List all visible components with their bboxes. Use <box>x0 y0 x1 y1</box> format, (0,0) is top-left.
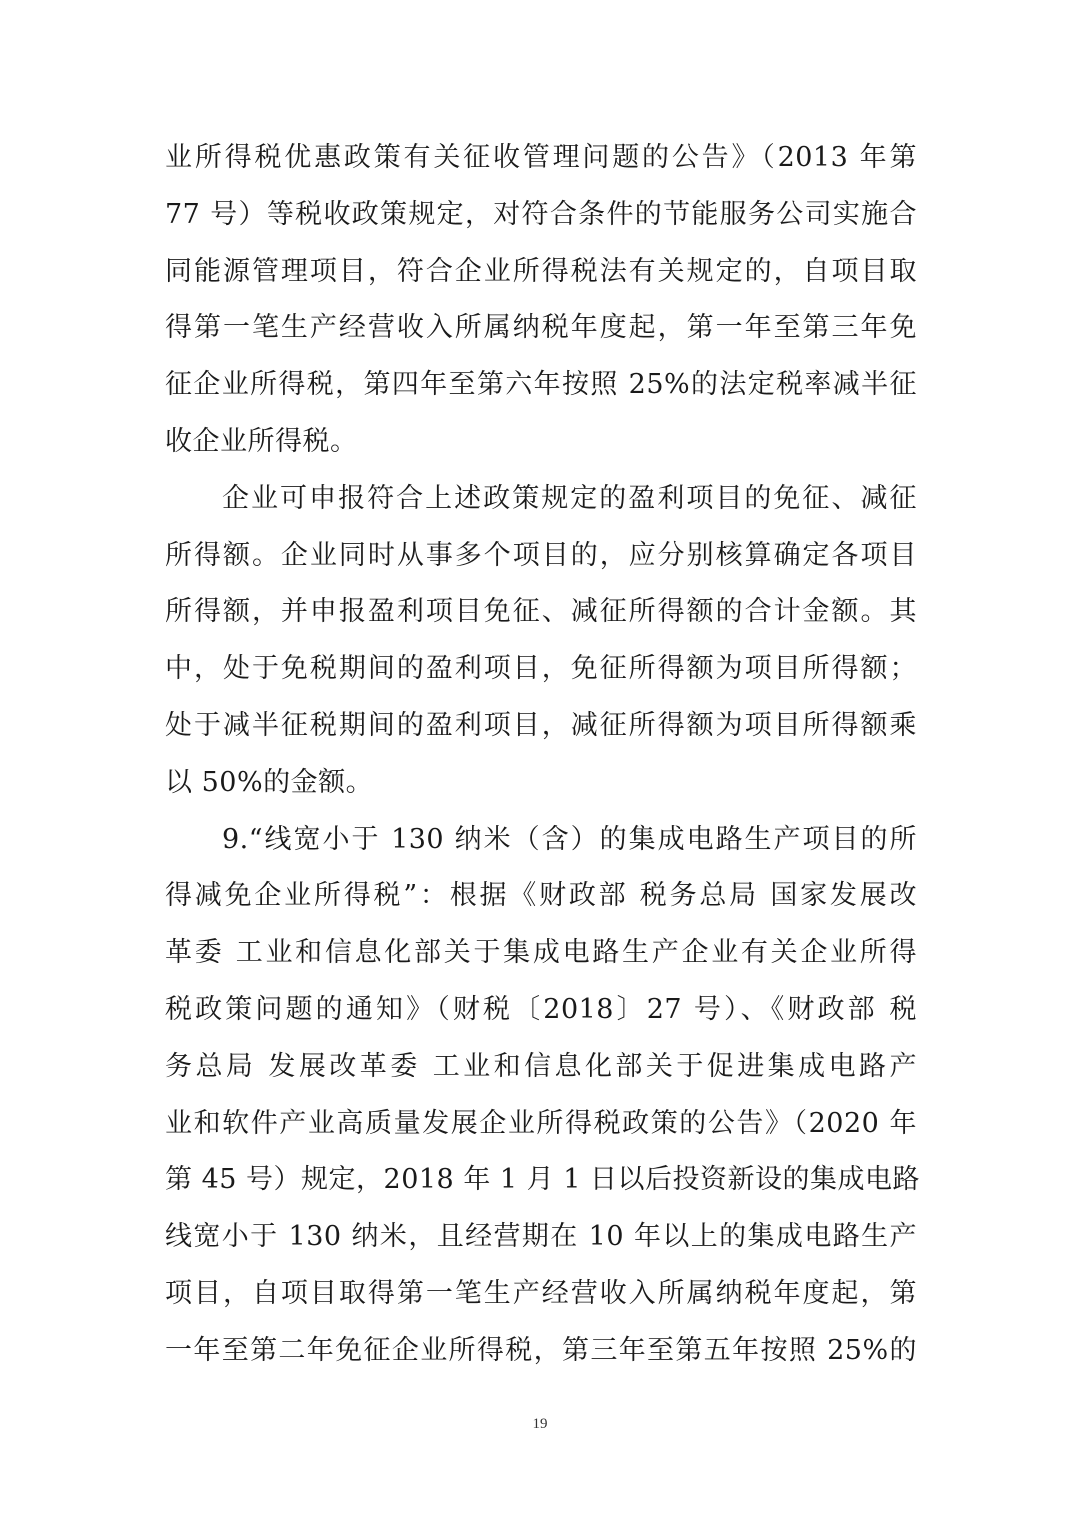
text-line: 同能源管理项目，符合企业所得税法有关规定的，自项目取 <box>165 255 917 287</box>
text-line: 中，处于免税期间的盈利项目，免征所得额为项目所得额； <box>165 653 917 685</box>
body-text <box>165 130 921 1380</box>
text-line: 业和软件产业高质量发展企业所得税政策的公告》（2020 年 <box>165 1107 917 1139</box>
text-line: 第 45 号）规定，2018 年 1 月 1 日以后投资新设的集成电路 <box>165 1164 921 1196</box>
page-number: 19 <box>532 1416 548 1432</box>
text-line: 收企业所得税。 <box>165 425 358 457</box>
text-line: 得第一笔生产经营收入所属纳税年度起，第一年至第三年免 <box>165 312 917 344</box>
text-line: 所得额，并申报盈利项目免征、减征所得额的合计金额。其 <box>165 596 917 628</box>
text-line: 所得额。企业同时从事多个项目的，应分别核算确定各项目 <box>165 539 917 571</box>
text-line: 税政策问题的通知》（财税〔2018〕27 号）、《财政部 税 <box>165 993 917 1025</box>
text-line: 征企业所得税，第四年至第六年按照 25%的法定税率减半征 <box>165 369 917 401</box>
text-line: 务总局 发展改革委 工业和信息化部关于促进集成电路产 <box>165 1050 917 1082</box>
paragraph-start-line: 企业可申报符合上述政策规定的盈利项目的免征、减征 <box>222 482 917 514</box>
text-line: 线宽小于 130 纳米，且经营期在 10 年以上的集成电路生产 <box>165 1221 917 1253</box>
text-line: 处于减半征税期间的盈利项目，减征所得额为项目所得额乘 <box>165 709 917 741</box>
text-line: 77 号）等税收政策规定，对符合条件的节能服务公司实施合 <box>165 198 917 230</box>
text-line: 项目，自项目取得第一笔生产经营收入所属纳税年度起，第 <box>165 1277 917 1309</box>
text-line: 业所得税优惠政策有关征收管理问题的公告》（2013 年第 <box>165 142 917 173</box>
text-line: 革委 工业和信息化部关于集成电路生产企业有关企业所得 <box>165 937 917 969</box>
text-line: 一年至第二年免征企业所得税，第三年至第五年按照 25%的 <box>165 1334 917 1366</box>
text-line: 以 50%的金额。 <box>165 766 374 798</box>
text-line: 得减免企业所得税”：根据《财政部 税务总局 国家发展改 <box>165 880 917 912</box>
paragraph-start-line: 9.“线宽小于 130 纳米（含）的集成电路生产项目的所 <box>222 823 917 855</box>
